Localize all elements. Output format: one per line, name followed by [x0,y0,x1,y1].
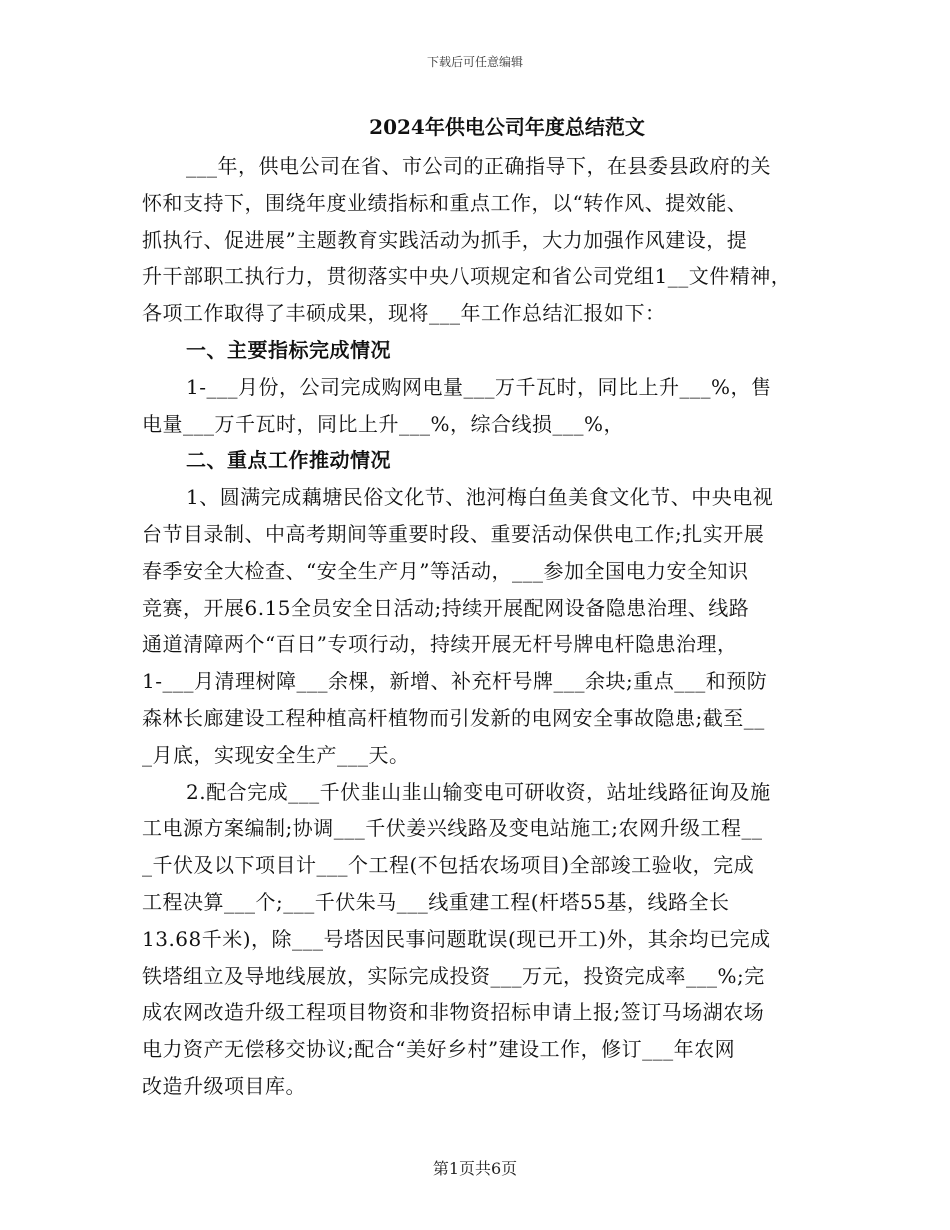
paragraph-line: 抓执行、促进展”主题教育实践活动为抓手，大力加强作风建设，提 [142,227,748,252]
paragraph-line: _月底，实现安全生产___天。 [142,742,410,767]
paragraph-line: 13.68千米)，除___号塔因民事问题耽误(现已开工)外，其余均已完成 [142,926,771,951]
section-heading: 一、主要指标完成情况 [186,337,391,362]
section-heading: 二、重点工作推动情况 [186,448,391,473]
paragraph-line: _千伏及以下项目计___个工程(不包括农场项目)全部竣工验收，完成 [142,853,755,878]
paragraph-line: 2.配合完成___千伏韭山韭山输变电可研收资，站址线路征询及施 [186,779,771,804]
paragraph-line: 1-___月清理树障___余棵，新增、补充杆号牌___余块;重点___和预防 [142,669,768,694]
paragraph-line: 电力资产无偿移交协议;配合“美好乡村”建设工作，修订___年农网 [142,1037,736,1062]
paragraph-line: 升干部职工执行力，贯彻落实中央八项规定和省公司党组1__文件精神， [142,264,792,289]
paragraph-line: 改造升级项目库。 [142,1073,306,1098]
paragraph-line: 1-___月份，公司完成购网电量___万千瓦时，同比上升___%，售 [186,374,772,399]
paragraph-line: 森林长廊建设工程种植高杆植物而引发新的电网安全事故隐患;截至__ [142,705,765,730]
paragraph-line: 铁塔组立及导地线展放，实际完成投资___万元，投资完成率___%;完 [142,963,765,988]
page-number: 第1页共6页 [432,1159,518,1178]
paragraph-line: 春季安全大检查、“安全生产月”等活动，___参加全国电力安全知识 [142,558,749,583]
paragraph-line: 台节目录制、中高考期间等重要时段、重要活动保供电工作;扎实开展 [142,521,765,546]
paragraph-line: 通道清障两个“百日”专项行动，持续开展无杆号牌电杆隐患治理， [142,632,738,657]
paragraph-line: 竞赛，开展6.15全员安全日活动;持续开展配网设备隐患治理、线路 [142,595,750,620]
paragraph-line: 工程决算___个;___千伏朱马___线重建工程(杆塔55基，线路全长 [142,889,730,914]
paragraph-line: 工电源方案编制;协调___千伏姜兴线路及变电站施工;农网升级工程__ [142,816,763,841]
paragraph-line: ___年，供电公司在省、市公司的正确指导下，在县委县政府的关 [186,154,771,178]
paragraph-line: 怀和支持下，围绕年度业绩指标和重点工作，以“转作风、提效能、 [142,190,748,215]
paragraph-line: 各项工作取得了丰硕成果，现将___年工作总结汇报如下： [142,301,666,326]
download-note: 下载后可任意编辑 [426,55,523,69]
paragraph-line: 电量___万千瓦时，同比上升___%，综合线损___%， [142,411,625,436]
document-body [142,106,832,1105]
document-title: 2024年供电公司年度总结范文 [369,115,645,139]
paragraph-line: 1、圆满完成藕塘民俗文化节、池河梅白鱼美食文化节、中央电视 [186,485,774,510]
paragraph-line: 成农网改造升级工程项目物资和非物资招标申请上报;签订马场湖农场 [142,1000,765,1025]
